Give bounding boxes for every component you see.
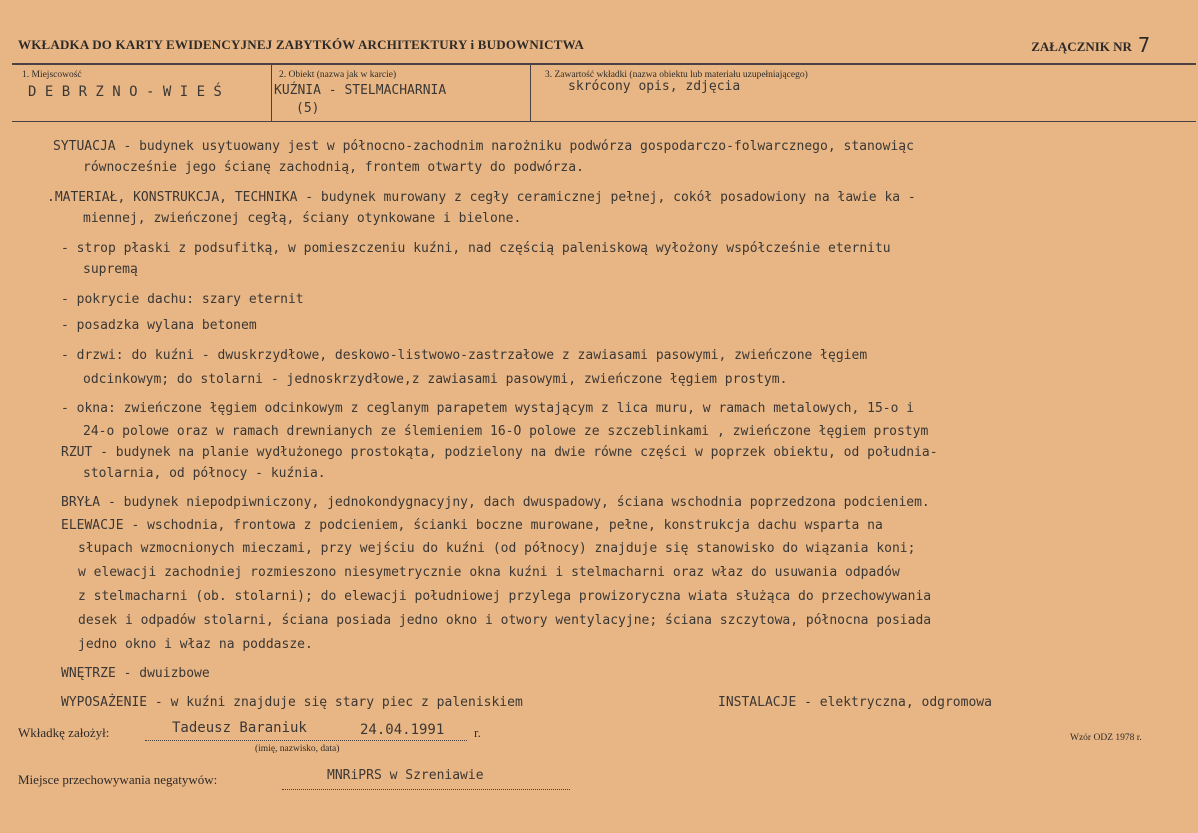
form-code: Wzór ODZ 1978 r. [1070, 733, 1142, 743]
divider-1 [271, 63, 272, 121]
body-line: WYPOSAŻENIE - w kuźni znajduje się stary piec z paleniskiem [61, 695, 523, 710]
installations-line: INSTALACJE - elektryczna, odgromowa [718, 695, 992, 710]
date-value: 24.04.1991 [360, 722, 445, 738]
body-line: - strop płaski z podsufitką, w pomieszczeniu kuźni, nad częścią paleniskową wyłożony współcześnie eternitu [61, 241, 891, 256]
date-suffix: r. [474, 725, 481, 740]
body-line: WNĘTRZE - dwuizbowe [61, 666, 210, 681]
attachment-header [1031, 32, 1150, 56]
body-line: - pokrycie dachu: szary eternit [61, 292, 304, 307]
body-line: z stelmacharni (ob. stolarni); do elewacji południowej przylega prowizoryczna wiata służąca do przechowywania [78, 589, 932, 604]
header-top-rule [12, 63, 1196, 65]
body-line: - drzwi: do kuźni - dwuskrzydłowe, deskowo-listwowo-zastrzałowe z zawiasami pasowymi, zwieńczone łęgiem [61, 348, 868, 363]
created-by-value: Tadeusz Baraniuk [172, 720, 307, 736]
body-line: równocześnie jego ścianę zachodnią, frontem otwarty do podwórza. [83, 160, 584, 175]
body-line: ELEWACJE - wschodnia, frontowa z podcieniem, ścianki boczne murowane, pełne, konstrukcja dachu wsparta na [61, 518, 883, 533]
body-line: miennej, zwieńczonej cegłą, ściany otynkowane i bielone. [83, 211, 522, 226]
body-line: 24-o polowe oraz w ramach drewnianych ze ślemieniem 16-O polowe ze szczeblinkami , zwieńczone łęgiem prostym [83, 424, 929, 439]
attachment-number: 7 [1137, 33, 1150, 57]
object-value-line2: (5) [296, 101, 320, 116]
negatives-label: Miejsce przechowywania negatywów: [18, 772, 218, 787]
header-bottom-rule [12, 121, 1196, 122]
object-value-line1: KUŹNIA - STELMACHARNIA [274, 83, 447, 98]
created-by-line [145, 740, 467, 741]
negatives-line [282, 789, 570, 790]
body-line: .MATERIAŁ, KONSTRUKCJA, TECHNIKA - budynek murowany z cegły ceramicznej pełnej, cokół posadowiony na ławie ka - [47, 190, 916, 205]
locality-value: D E B R Z N O - W I E Ś [28, 84, 222, 100]
body-line: odcinkowym; do stolarni - jednoskrzydłowe,z zawiasami pasowymi, zwieńczone łęgiem prostym. [83, 372, 788, 387]
body-line: stolarnia, od północy - kuźnia. [83, 466, 326, 481]
body-line: jedno okno i właz na poddasze. [78, 637, 313, 652]
locality-label: 1. Miejscowość [22, 70, 82, 80]
body-line: BRYŁA - budynek niepodpiwniczony, jednokondygnacyjny, dach dwuspadowy, ściana wschodnia poprzedzona podcieniem. [61, 495, 930, 510]
object-label: 2. Obiekt (nazwa jak w karcie) [279, 70, 397, 80]
card-title: WKŁADKA DO KARTY EWIDENCYJNEJ ZABYTKÓW ARCHITEKTURY i BUDOWNICTWA [18, 37, 584, 52]
negatives-value: MNRiPRS w Szreniawie [327, 768, 484, 783]
body-line: - posadzka wylana betonem [61, 318, 257, 333]
body-line: w elewacji zachodniej rozmieszono niesymetrycznie okna kuźni i stelmacharni oraz właz do usuwania odpadów [78, 565, 900, 580]
contents-value: skrócony opis, zdjęcia [568, 79, 741, 94]
body-line: słupach wzmocnionych mieczami, przy wejściu do kuźni (od północy) znajduje się stanowisko do wiązania koni; [78, 541, 916, 556]
body-line: SYTUACJA - budynek usytuowany jest w północno-zachodnim narożniku podwórza gospodarczo-folwarcznego, stanowiąc [53, 139, 914, 154]
created-by-hint: (imię, nazwisko, data) [255, 744, 340, 754]
created-by-label: Wkładkę założył: [18, 725, 110, 740]
body-line: desek i odpadów stolarni, ściana posiada jedno okno i otwory wentylacyjne; ściana szczytowa, północna posiada [78, 613, 932, 628]
attachment-label: ZAŁĄCZNIK NR [1031, 39, 1132, 54]
body-line: RZUT - budynek na planie wydłużonego prostokąta, podzielony na dwie równe części w poprzek obiektu, od południa- [61, 445, 938, 460]
contents-label: 3. Zawartość wkładki (nazwa obiektu lub materiału uzupełniającego) [545, 70, 808, 80]
divider-2 [530, 63, 531, 121]
body-line: - okna: zwieńczone łęgiem odcinkowym z ceglanym parapetem wystającym z lica muru, w ramach metalowych, 15-o i [61, 401, 915, 416]
body-line: supremą [83, 262, 138, 277]
